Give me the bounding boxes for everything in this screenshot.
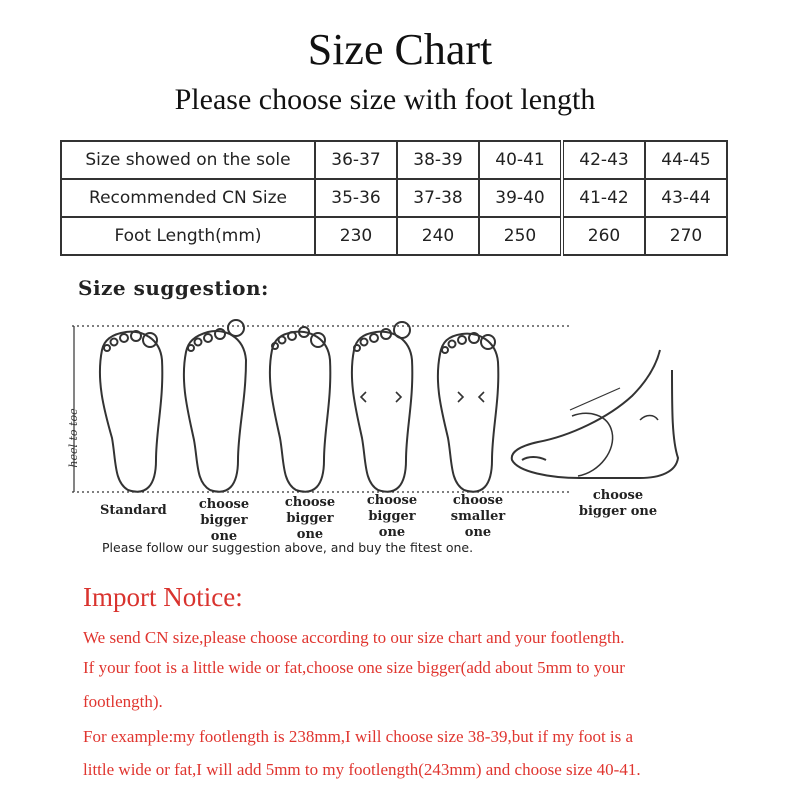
table-cell: 44-45 xyxy=(645,141,727,179)
label-line: choose xyxy=(592,488,644,503)
table-cell: 270 xyxy=(645,217,727,255)
label-line: choose xyxy=(198,497,250,512)
label-line: choose xyxy=(284,495,336,510)
table-cell: 35-36 xyxy=(315,179,397,217)
table-cell: 38-39 xyxy=(397,141,479,179)
label-choose-bigger-4 xyxy=(578,488,658,520)
label-line: bigger one xyxy=(200,513,248,544)
table-cell: 230 xyxy=(315,217,397,255)
table-cell: 39-40 xyxy=(479,179,562,217)
notice-line: little wide or fat,I will add 5mm to my footlength(243mm) and choose size 40-41. xyxy=(83,760,641,779)
table-row xyxy=(61,217,727,255)
notice-title: Import Notice: xyxy=(83,582,243,612)
label-choose-bigger-3 xyxy=(354,493,430,541)
label-line: bigger one xyxy=(286,511,334,542)
suggestion-footnote: Please follow our suggestion above, and buy the fitest one. xyxy=(102,540,474,555)
wide-arch-foot-icon xyxy=(352,322,412,492)
notice-line: If your foot is a little wide or fat,choose one size bigger(add about 5mm to your xyxy=(83,658,625,677)
narrow-foot-icon xyxy=(438,333,498,492)
size-suggestion-title: Size suggestion: xyxy=(78,276,269,300)
label-line: bigger one xyxy=(578,504,658,519)
label-standard: Standard xyxy=(100,503,167,518)
label-line: smaller one xyxy=(450,509,506,540)
label-choose-bigger-2 xyxy=(272,495,348,543)
table-cell: 43-44 xyxy=(645,179,727,217)
label-line: choose xyxy=(452,493,504,508)
heel-to-toe-label: heel to toe xyxy=(67,408,80,468)
table-cell: 40-41 xyxy=(479,141,562,179)
table-cell: 41-42 xyxy=(562,179,645,217)
notice-line: We send CN size,please choose according to our size chart and your footlength. xyxy=(83,628,625,647)
label-line: choose xyxy=(366,493,418,508)
table-cell: 36-37 xyxy=(315,141,397,179)
label-line: bigger one xyxy=(368,509,416,540)
label-choose-bigger-1 xyxy=(186,497,262,545)
table-cell: 42-43 xyxy=(562,141,645,179)
row-header: Foot Length(mm) xyxy=(61,217,315,255)
wide-foot-icon xyxy=(184,320,246,492)
table-cell: 250 xyxy=(479,217,562,255)
row-header: Recommended CN Size xyxy=(61,179,315,217)
table-row xyxy=(61,141,727,179)
notice-line: For example:my footlength is 238mm,I will choose size 38-39,but if my foot is a xyxy=(83,727,634,746)
label-choose-smaller xyxy=(436,493,520,541)
row-header: Size showed on the sole xyxy=(61,141,315,179)
standard-foot-icon xyxy=(100,331,162,492)
long-toe-foot-icon xyxy=(270,327,330,492)
table-row xyxy=(61,179,727,217)
page-title: Size Chart xyxy=(307,25,493,74)
table-cell: 260 xyxy=(562,217,645,255)
notice-line: footlength). xyxy=(83,692,163,711)
page-subtitle: Please choose size with foot length xyxy=(174,83,596,116)
high-instep-foot-icon xyxy=(512,350,678,478)
table-cell: 240 xyxy=(397,217,479,255)
size-table xyxy=(60,140,728,256)
table-cell: 37-38 xyxy=(397,179,479,217)
